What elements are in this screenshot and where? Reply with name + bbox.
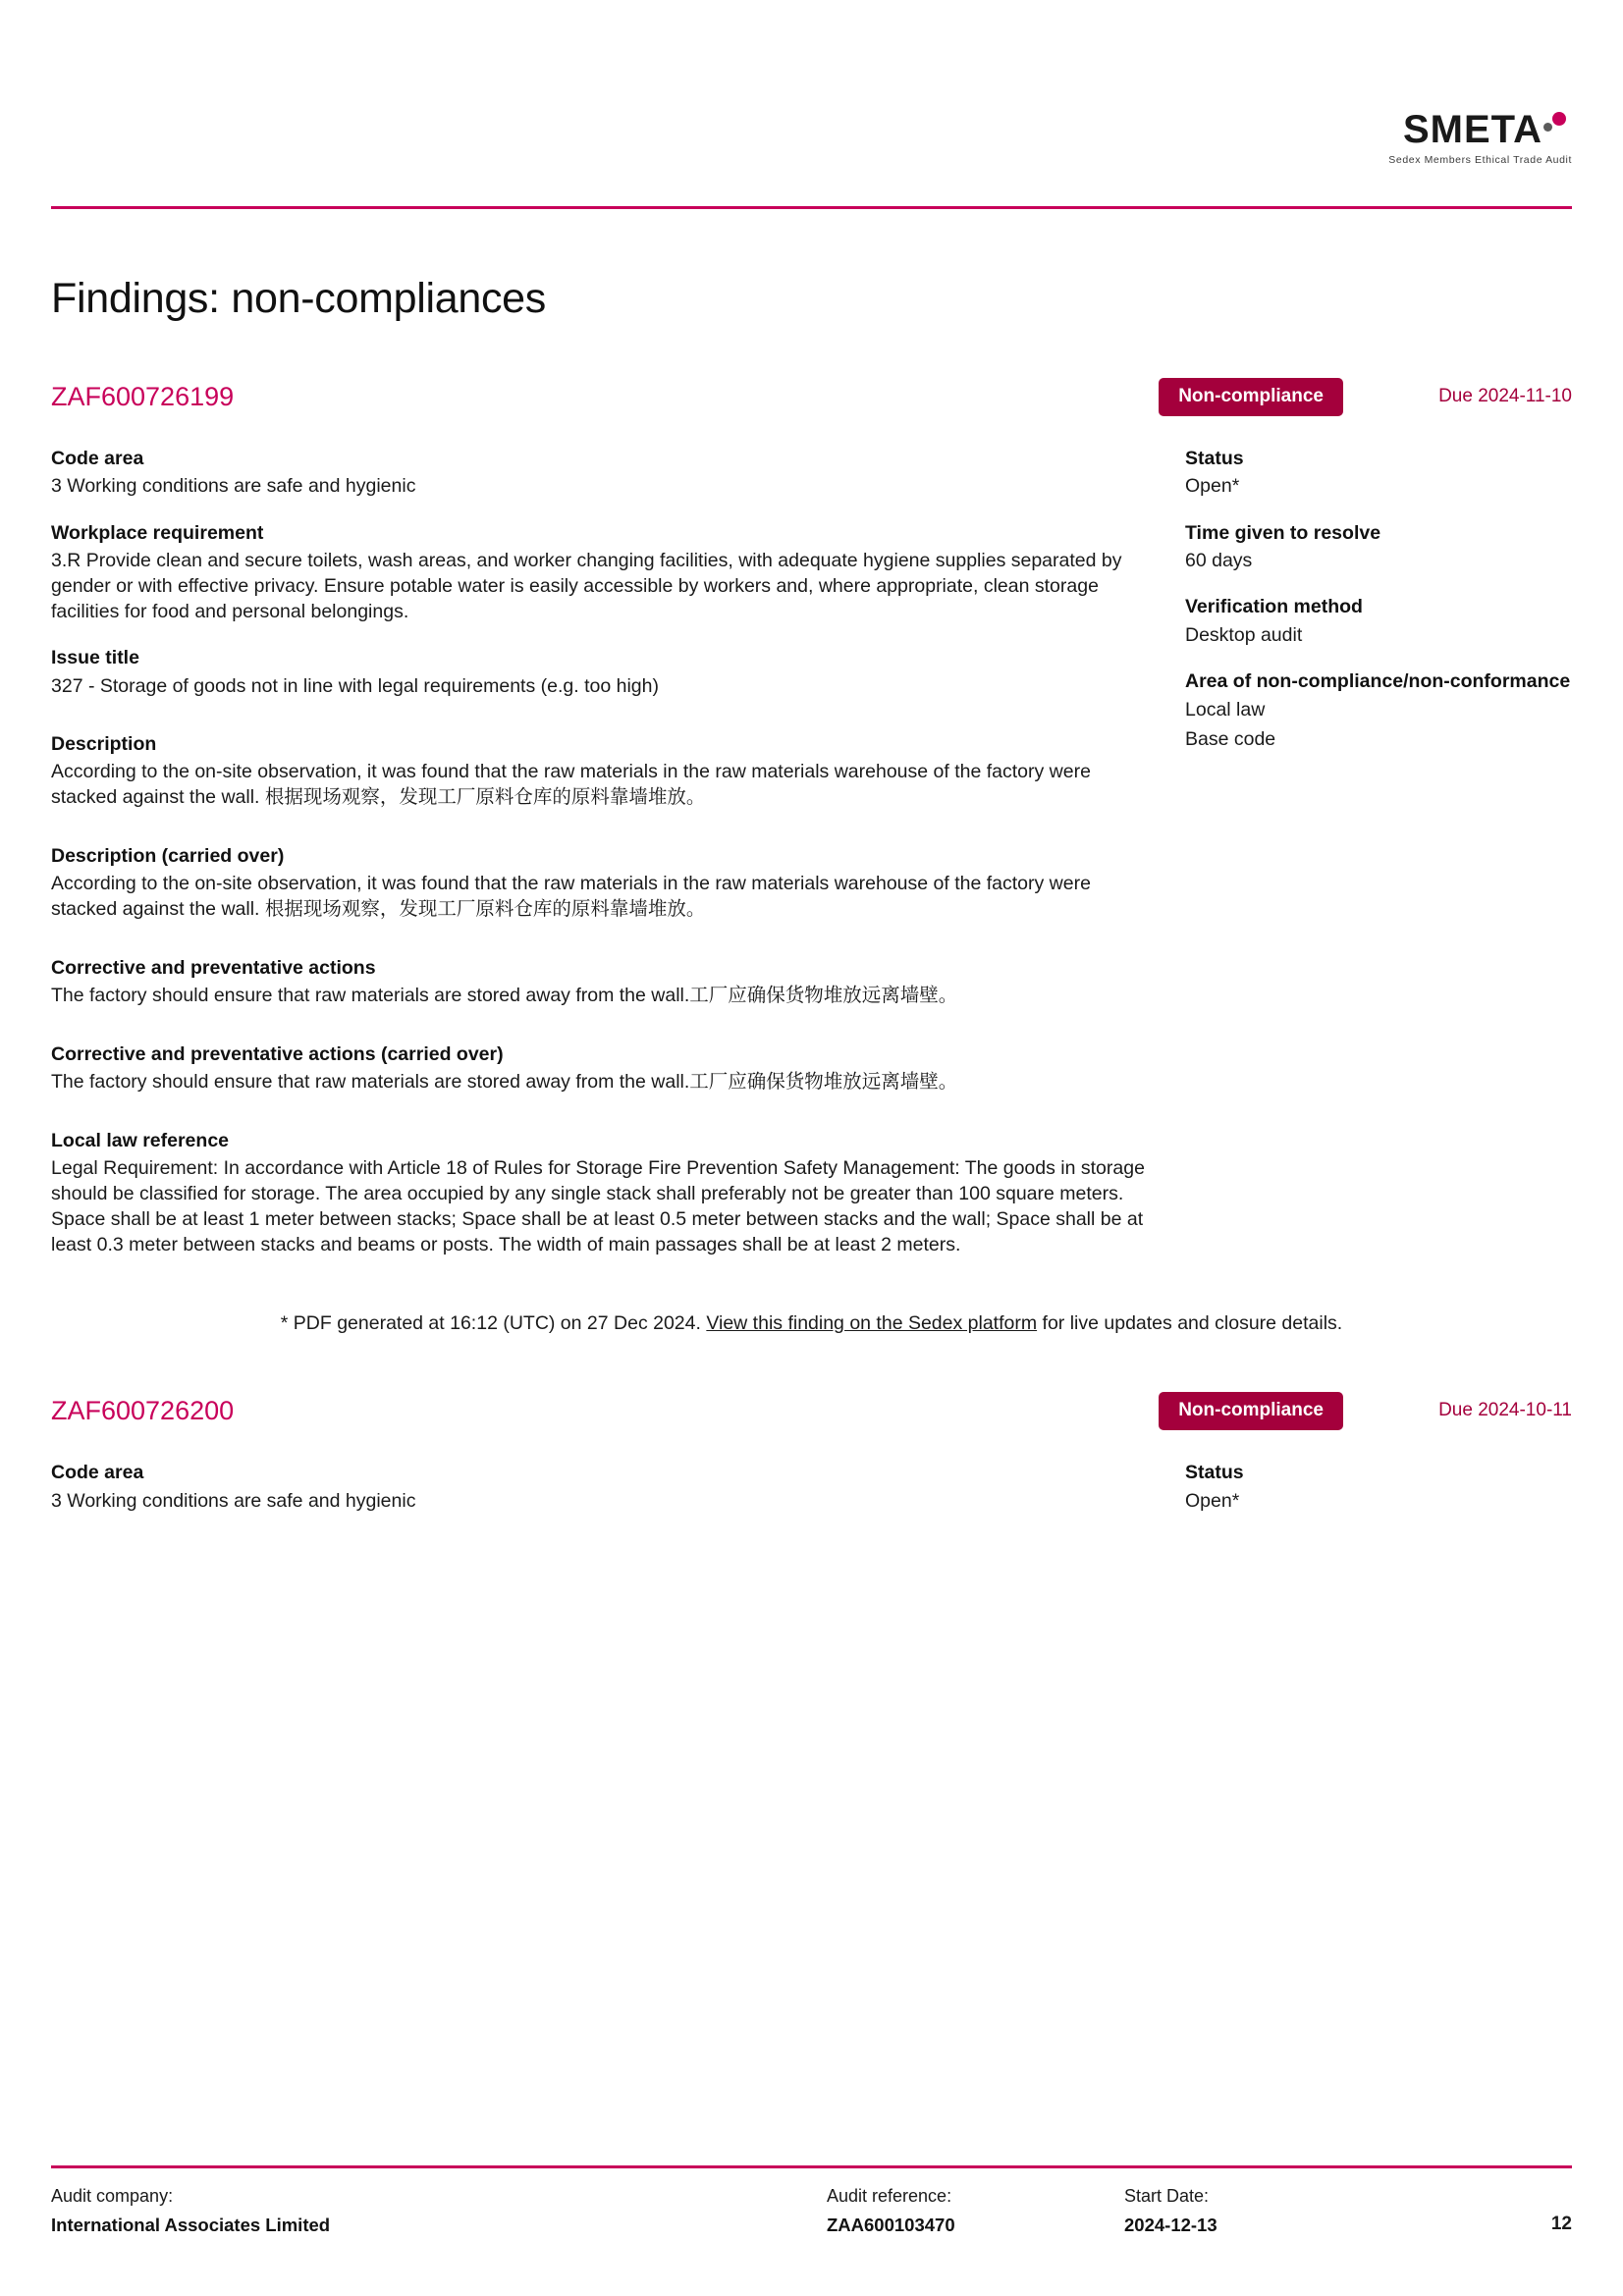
smeta-logo [1388, 110, 1572, 166]
field-label: Code area [51, 448, 144, 469]
status-badge: Non-compliance [1159, 1392, 1343, 1430]
field-value: 327 - Storage of goods not in line with legal requirements (e.g. too high) [51, 674, 659, 697]
field-label: Workplace requirement [51, 521, 264, 544]
field-value: 3 Working conditions are safe and hygienic [51, 475, 416, 498]
finding-details-left [51, 1461, 1185, 1535]
field-label: Code area [51, 1462, 144, 1484]
field-area-of-non-compliance [1185, 669, 1572, 752]
field-status [1185, 1461, 1572, 1514]
field-value: Legal Requirement: In accordance with Article 18 of Rules for Storage Fire Prevention Safety Management: The goods in storage should be classified for storage. The area occupied by any single stack shall preferably not be greater than 100 square meters. Space shall be at least 1 meter between stacks; Space shall be at least 0.5 meter between stacks and the wall; Space shall be at least 0.3 meter between stacks and beams or posts. The width of main passages shall be at least 2 meters. [51, 1157, 1145, 1255]
field-label: Description (carried over) [51, 844, 285, 867]
field-workplace-requirement [51, 521, 1156, 625]
finding-columns [51, 1461, 1572, 1535]
finding-id[interactable]: ZAF600726200 [51, 1396, 235, 1426]
smeta-logo-dots-icon [1542, 110, 1572, 145]
footer-label: Audit company: [51, 2186, 174, 2206]
header-divider [51, 206, 1572, 209]
field-value: Base code [1185, 727, 1276, 750]
field-value: Open* [1185, 475, 1240, 498]
footer-label: Audit reference: [827, 2186, 952, 2206]
field-value: 3.R Provide clean and secure toilets, wash areas, and worker changing facilities, with adequate hygiene supplies separated by gender or with effective privacy. Ensure potable water is easily accessible by workers and, where appropriate, clean storage facilities for food and personal belongings. [51, 550, 1122, 622]
field-value: According to the on-site observation, it was found that the raw materials in the raw materials warehouse of the factory were stacked against the wall. 根据现场观察，发现工厂原料仓库的原料靠墙堆放。 [51, 873, 1091, 920]
sedex-platform-link[interactable]: View this finding on the Sedex platform [706, 1312, 1038, 1335]
field-value: The factory should ensure that raw materials are stored away from the wall.工厂应确保货物堆放远离墙壁。 [51, 985, 958, 1007]
field-issue-title [51, 646, 1156, 699]
status-badge: Non-compliance [1159, 378, 1343, 416]
page-footer [51, 2165, 1572, 2241]
finding-details-right [1185, 1461, 1572, 1535]
field-code-area [51, 1461, 1156, 1514]
field-value: Local law [1185, 698, 1266, 721]
field-status [1185, 447, 1572, 500]
field-label: Corrective and preventative actions [51, 956, 376, 979]
footer-value: International Associates Limited [51, 2215, 331, 2235]
footer-divider [51, 2165, 1572, 2168]
field-label: Time given to resolve [1185, 521, 1381, 544]
field-description-carried-over [51, 844, 1156, 923]
footer-audit-reference [827, 2186, 955, 2236]
page-title: Findings: non-compliances [51, 275, 546, 322]
page-header [51, 0, 1572, 208]
footer-value: ZAA600103470 [827, 2215, 955, 2235]
finding-details-right [1185, 447, 1572, 1279]
field-code-area [51, 447, 1156, 500]
due-date: Due 2024-10-11 [1438, 1400, 1572, 1421]
field-label: Local law reference [51, 1129, 230, 1151]
finding-block [51, 382, 1572, 1335]
field-value: Desktop audit [1185, 623, 1303, 646]
finding-header [51, 1396, 1572, 1435]
footer-label: Start Date: [1124, 2186, 1210, 2206]
finding-columns [51, 447, 1572, 1279]
field-value: According to the on-site observation, it was found that the raw materials in the raw materials warehouse of the factory were stacked against the wall. 根据现场观察，发现工厂原料仓库的原料靠墙堆放。 [51, 761, 1091, 809]
field-value: Open* [1185, 1489, 1240, 1512]
page-number: 12 [1550, 2214, 1572, 2234]
field-corrective-actions [51, 956, 1156, 1009]
finding-details-left [51, 447, 1185, 1279]
field-label: Area of non-compliance/non-conformance [1185, 670, 1571, 693]
field-time-given-to-resolve [1185, 521, 1572, 574]
field-value: 3 Working conditions are safe and hygienic [51, 1489, 416, 1512]
due-date: Due 2024-11-10 [1438, 386, 1572, 406]
field-label: Description [51, 733, 157, 756]
field-corrective-actions-carried-over [51, 1042, 1156, 1095]
field-label: Corrective and preventative actions (carried over) [51, 1042, 504, 1065]
field-label: Status [1185, 448, 1244, 469]
footer-start-date [1124, 2186, 1217, 2236]
pdf-generated-footnote [51, 1312, 1572, 1335]
field-value: The factory should ensure that raw materials are stored away from the wall.工厂应确保货物堆放远离墙壁。 [51, 1071, 958, 1094]
finding-id[interactable]: ZAF600726199 [51, 382, 235, 411]
field-label: Issue title [51, 647, 139, 669]
smeta-logo-text: SMETA [1402, 108, 1542, 151]
field-label: Verification method [1185, 596, 1363, 618]
footnote-text-before: * PDF generated at 16:12 (UTC) on 27 Dec 2024. [280, 1312, 707, 1335]
field-local-law-reference [51, 1129, 1156, 1257]
field-label: Status [1185, 1462, 1244, 1484]
finding-header [51, 382, 1572, 421]
smeta-logo-subtitle: Sedex Members Ethical Trade Audit [1388, 154, 1572, 166]
footer-audit-company [51, 2186, 330, 2236]
field-value: 60 days [1185, 550, 1253, 572]
finding-block [51, 1396, 1572, 1535]
field-description [51, 732, 1156, 811]
field-verification-method [1185, 595, 1572, 648]
footnote-text-after: for live updates and closure details. [1037, 1312, 1343, 1335]
footer-value: 2024-12-13 [1124, 2215, 1217, 2235]
